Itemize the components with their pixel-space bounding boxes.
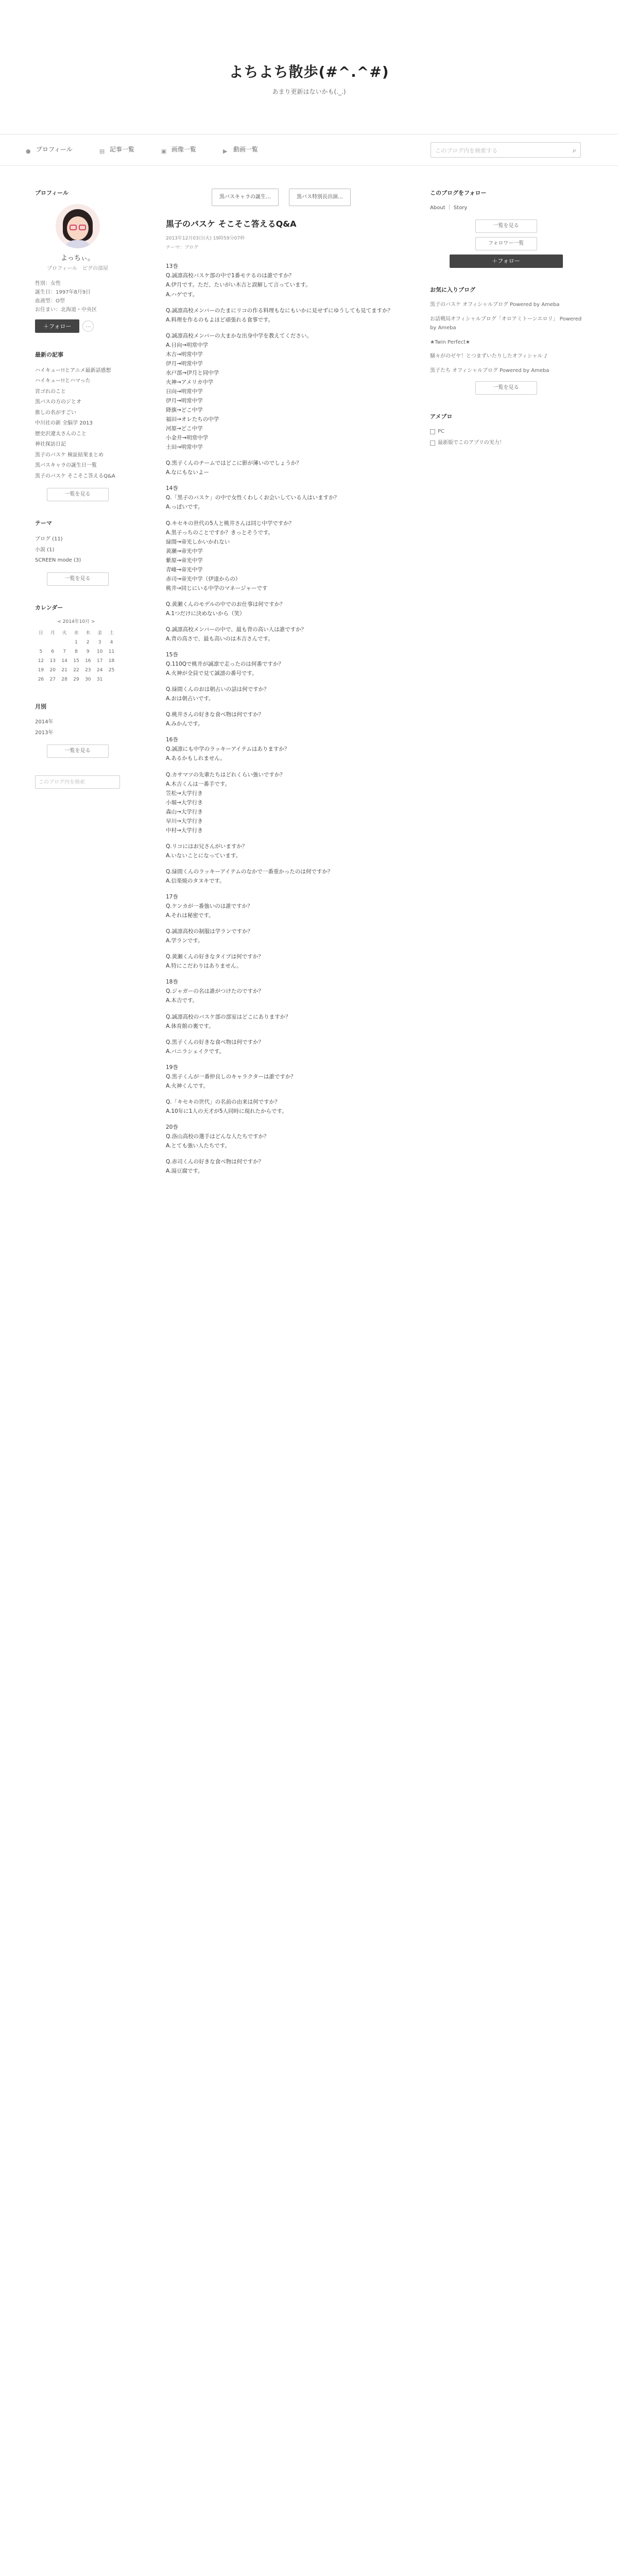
entry-category[interactable]: テーマ：ブログ — [166, 245, 199, 250]
calendar-day[interactable]: 26 — [38, 677, 44, 683]
entry-paragraph: 19巻 Q.黒子くんが一番仲良しのキャラクターは誰ですか？ A.火神くんです。 — [166, 1064, 296, 1089]
recent-list — [35, 366, 120, 482]
calendar-weekday: 金 — [97, 631, 102, 636]
calendar-day[interactable]: 6 — [51, 649, 55, 655]
entry-paragraph: Q.「キセキの世代」の名前の由来は何ですか？ A.10年に1人の天才が5人同時に現れたからです。 — [166, 1098, 287, 1114]
list-item[interactable]: ブログ (11) — [35, 536, 63, 543]
list-item[interactable]: 宮ゴれのこと — [35, 388, 66, 395]
entry-paragraph: Q.黒子くんのチームではどこに影が薄いのでしょうか？ A.なにもないよー — [166, 460, 302, 476]
list-icon: ▤ — [99, 147, 105, 155]
archive-more-button[interactable]: 一覧を見る — [47, 744, 109, 758]
list-item[interactable]: 2014年 — [35, 719, 54, 725]
calendar-day[interactable]: 13 — [49, 658, 56, 664]
follow-links[interactable]: About ｜ Story — [430, 205, 468, 211]
nav-label: 記事一覧 — [109, 146, 134, 153]
calendar-table — [35, 629, 117, 685]
nav-images[interactable] — [161, 145, 196, 155]
theme-heading: テーマ — [35, 520, 52, 527]
entry-paragraph: 16巻 Q.誠凛にも中学のラッキーアイテムはありますか？ A.あるかもしれません。 — [166, 737, 290, 762]
entry-paragraph: 18巻 Q.ジャガーの名は誰がつけたのですか？ A.木吉です。 — [166, 979, 264, 1004]
calendar-day[interactable]: 5 — [39, 649, 43, 655]
list-item[interactable]: 黒子のバスケ オフィシャルブログ Powered by Ameba — [430, 302, 560, 308]
calendar-day[interactable]: 11 — [108, 649, 115, 655]
calendar-weekday: 火 — [62, 631, 67, 636]
profile-links[interactable]: プロフィール ピグの部屋 — [47, 266, 108, 272]
main-content — [166, 189, 397, 1182]
entry-paragraph: Q.誠凛高校メンバーのたまにリコの作る料理もなにもいかに見せずにゆうしても見てますか？ A.料理を作るのもよほど頑張れる食事です。 — [166, 307, 393, 323]
blog-search-input[interactable] — [431, 142, 581, 158]
entry-paragraph: Q.誠凛高校メンバーの中で、最も背の高い人は誰ですか？ A.背の高さで、最も高いのは木吉さんです。 — [166, 626, 307, 642]
nav-label: 動画一覧 — [233, 146, 258, 153]
more-button[interactable]: … — [82, 320, 94, 332]
calendar-weekday: 木 — [85, 631, 91, 636]
entry-paragraph: Q.黄瀬くんの好きなタイプは何ですか？ A.特にこだわりはありません。 — [166, 954, 264, 970]
search-icon[interactable]: ⌕ — [572, 147, 576, 155]
follow-heading: このブログをフォロー — [430, 190, 487, 196]
list-item[interactable]: ハイキュー!!とハマった — [35, 378, 91, 384]
checkbox-item[interactable] — [430, 439, 582, 447]
left-sidebar — [35, 189, 120, 789]
checkbox-label: PC — [438, 428, 445, 434]
list-item[interactable]: 推しの名がすごい — [35, 410, 76, 416]
calendar-day[interactable]: 29 — [73, 677, 79, 683]
entry-paragraph: Q.誠凛高校メンバーの大まかな出身中学を教えてください。 A.日向→明常中学 木吉→明常中学 伊月→明常中学 水戸部→伊月と同中学 火神→アメリカ中学 日向→明常中学 伊月→明常中学 降旗→どこ中学 福田→オレたちの中学 河原→どこ中学 小金井→明常中学 土田→明常中学 — [166, 332, 312, 451]
calendar-day[interactable]: 3 — [98, 640, 101, 646]
nav-videos[interactable] — [223, 145, 258, 155]
nav-articles[interactable] — [99, 145, 134, 155]
search-placeholder: このブログ内を検索する — [435, 147, 497, 154]
theme-more-button[interactable]: 一覧を見る — [47, 572, 109, 586]
recent-more-button[interactable]: 一覧を見る — [47, 488, 109, 501]
calendar-day[interactable]: 14 — [61, 658, 67, 664]
entry-paragraph: Q.黒子くんの好きな食べ物は何ですか？ A.バニラシェイクです。 — [166, 1039, 264, 1055]
calendar-day[interactable]: 1 — [75, 640, 78, 646]
list-item[interactable]: 中川社の新 全脳学 2013 — [35, 420, 93, 427]
calendar-day — [35, 638, 47, 648]
list-item[interactable]: お話戦局オフィシャルブログ「オロアミトーンエロリ」 Powered by Ameba — [430, 316, 582, 331]
follow-button[interactable]: ＋フォロー — [450, 255, 563, 268]
entry-paragraph: Q.誠凛高校の制服は学ランですか？ A.学ランです。 — [166, 928, 253, 944]
calendar-day[interactable]: 24 — [96, 668, 103, 673]
checkbox-icon — [430, 440, 435, 446]
list-item[interactable]: 歴史沢遼太さんのこと — [35, 431, 87, 437]
entry-paragraph: Q.緑間くんのおは朝占いの話は何ですか？ A.おは朝占いです。 — [166, 686, 269, 702]
sidebar-search-input[interactable]: このブログ内を検索 — [35, 775, 120, 789]
calendar-day[interactable]: 23 — [85, 668, 91, 673]
avatar[interactable] — [56, 204, 100, 248]
site-title[interactable]: よちよち散歩(#^.^#) — [229, 63, 389, 80]
calendar-day[interactable]: 21 — [61, 668, 67, 673]
global-nav — [0, 134, 618, 166]
checkbox-item[interactable] — [430, 428, 582, 436]
prev-entry-button[interactable]: 黒バスキャラの誕生… — [212, 189, 279, 206]
checkbox-icon — [430, 429, 435, 434]
entry-paragraph: Q.リコにはお兄さんがいますか？ A.いないことになっています。 — [166, 843, 248, 859]
list-item[interactable]: 小説 (1) — [35, 547, 55, 553]
favorites-more-button[interactable]: 一覧を見る — [475, 381, 537, 395]
calendar-weekday: 月 — [50, 631, 55, 636]
favorites-heading: お気に入りブログ — [430, 286, 475, 293]
calendar-day[interactable]: 4 — [110, 640, 113, 646]
list-item[interactable]: 黒子たち オフィシャルブログ Powered by Ameba — [430, 367, 550, 374]
recent-heading: 最新の記事 — [35, 351, 63, 359]
checkbox-label: 最新版でこのアプリの実力！ — [438, 439, 505, 446]
entry-title[interactable]: 黒子のバスケ そこそこ答えるQ&A — [166, 219, 297, 229]
calendar-day[interactable]: 17 — [96, 658, 103, 664]
nav-label: プロフィール — [36, 146, 73, 153]
calendar-day[interactable]: 2 — [86, 640, 90, 646]
calendar — [35, 618, 117, 684]
entry-paragraph: 17巻 Q.ケンカが一番強いのは誰ですか？ A.それは秘密です。 — [166, 894, 253, 919]
list-item[interactable]: 黒子のバスケ 検証結果まとめ — [35, 452, 104, 458]
calendar-weekday: 日 — [38, 631, 43, 636]
follower-list-button[interactable]: フォロワー一覧 — [475, 237, 537, 250]
entry-paragraph: Q.緑間くんのラッキーアイテムのなかで一番重かったのは何ですか？ A.信楽焼のタヌキです。 — [166, 868, 333, 884]
archive-heading: 月別 — [35, 703, 46, 710]
calendar-weekday: 水 — [74, 631, 79, 636]
calendar-day[interactable]: 9 — [86, 649, 90, 655]
entry-paragraph: 13巻 Q.誠凛高校バスケ部の中で1番モテるのは誰ですか？ A.伊月です。ただ、たいがい木吉と誤解して言っています。 A.ハゲです。 — [166, 263, 311, 298]
calendar-day[interactable]: 20 — [49, 668, 56, 673]
calendar-weekday: 土 — [109, 631, 114, 636]
calendar-day[interactable]: 15 — [73, 658, 79, 664]
calendar-day[interactable]: 19 — [38, 668, 44, 673]
entry-date: 2013年12月03日(火) 19時59分07秒 — [166, 235, 245, 241]
entry-paragraph: 15巻 Q.110Qで桃井が誠凛で走ったのは何番ですか？ A.火神が全員で見て誠凛の番号です。 — [166, 652, 284, 677]
calendar-day[interactable]: 7 — [63, 649, 66, 655]
calendar-day[interactable]: 28 — [61, 677, 67, 683]
list-item[interactable]: 黒子のバスケ そこそこ答えるQ&A — [35, 473, 115, 479]
nav-label: 画像一覧 — [171, 146, 196, 153]
calendar-day[interactable]: 25 — [108, 668, 115, 673]
entry-paragraph: 20巻 Q.洛山高校の選手はどんな人たちですか？ A.とても強い人たちです。 — [166, 1124, 269, 1149]
calendar-day — [106, 675, 117, 685]
profile-info-line: 誕生日：1997年8月9日 — [35, 290, 91, 296]
list-item[interactable]: 騒々がのゼヤ！とつまずいたりしたオフィシャル ♪ — [430, 353, 548, 360]
calendar-day — [47, 638, 59, 648]
right-sidebar — [430, 189, 582, 447]
calendar-day — [59, 638, 71, 648]
calendar-heading: カレンダー — [35, 604, 63, 611]
profile-info-line: 血液型：O型 — [35, 298, 65, 304]
calendar-day[interactable]: 22 — [73, 668, 79, 673]
site-subtitle: あまり更新はないかも(._.) — [272, 88, 346, 95]
entry-paragraph: Q.黄瀬くんのモデルの中でのお仕事は何ですか？ A.1つだけに決めないから（笑） — [166, 601, 285, 617]
profile-info-line: お住まい：北海道・中央区 — [35, 307, 97, 313]
entry-body — [166, 262, 397, 1176]
appeal-heading: アメブロ — [430, 413, 453, 420]
calendar-day[interactable]: 16 — [85, 658, 91, 664]
entry-paragraph: Q.カサマツの先輩たちはどれくらい強いですか？ A.木吉くんは一番手です。 笠松→大学行き 小堀→大学行き 森山→大学行き 早川→大学行き 中村→大学行き — [166, 771, 285, 834]
calendar-day[interactable]: 27 — [49, 677, 56, 683]
profile-info-line: 性別：女性 — [35, 281, 61, 287]
profile-info — [35, 279, 120, 314]
list-item[interactable]: SCREEN mode (3) — [35, 557, 81, 564]
entry-paragraph: 14巻 Q.「黒子のバスケ」の中で女性くわしくお会いしている人はいますか？ A.っぽいです。 — [166, 485, 340, 511]
entry-paragraph: Q.誠凛高校のバスケ部の部室はどこにありますか？ A.体育館の裏です。 — [166, 1013, 291, 1029]
site-header — [0, 0, 618, 134]
nav-profile[interactable] — [26, 145, 73, 155]
list-item[interactable]: 神社探訪日記 — [35, 442, 66, 448]
next-entry-button[interactable]: 黒バス特別長出演… — [289, 189, 351, 206]
entry-paragraph: Q.キセキの世代の5人と桃井さんは同じ中学ですか？ A.黒子っちのことですか？きっとそうです。 緑間→帝光しかいかれない 黄瀬→帝光中学 紫原→帝光中学 青峰→帝光中学 赤司→帝光中学（伊達からの） 桃井→同じにいる中学のマネージャーです — [166, 520, 295, 591]
profile-heading: プロフィール — [35, 190, 68, 196]
calendar-nav[interactable]: < 2014年10月 > — [57, 619, 95, 625]
person-icon: ● — [26, 147, 31, 155]
profile-name[interactable]: よっちぃ。 — [60, 254, 94, 262]
follow-button[interactable]: ＋フォロー — [35, 319, 79, 333]
entry-paragraph: Q.赤司くんの好きな食べ物は何ですか？ A.湯豆腐です。 — [166, 1159, 264, 1175]
calendar-day[interactable]: 31 — [96, 677, 103, 683]
list-item[interactable]: ハイキュー!!とアニメ最新話感想 — [35, 367, 111, 374]
follow-more-button[interactable]: 一覧を見る — [475, 219, 537, 233]
calendar-day[interactable]: 18 — [108, 658, 115, 664]
list-item[interactable]: ★Twin Perfect★ — [430, 339, 470, 345]
calendar-day[interactable]: 8 — [75, 649, 78, 655]
list-item[interactable]: 黒バスの方のジとオ — [35, 399, 81, 405]
calendar-day[interactable]: 10 — [96, 649, 103, 655]
list-item[interactable]: 2013年 — [35, 730, 54, 736]
calendar-day[interactable]: 12 — [38, 658, 44, 664]
entry-paragraph: Q.桃井さんの好きな食べ物は何ですか？ A.みかんです。 — [166, 711, 264, 727]
image-icon: ▣ — [161, 147, 167, 155]
calendar-day[interactable]: 30 — [85, 677, 91, 683]
video-icon: ▶ — [222, 147, 228, 155]
list-item[interactable]: 黒バスキャラの誕生日一覧 — [35, 463, 97, 469]
